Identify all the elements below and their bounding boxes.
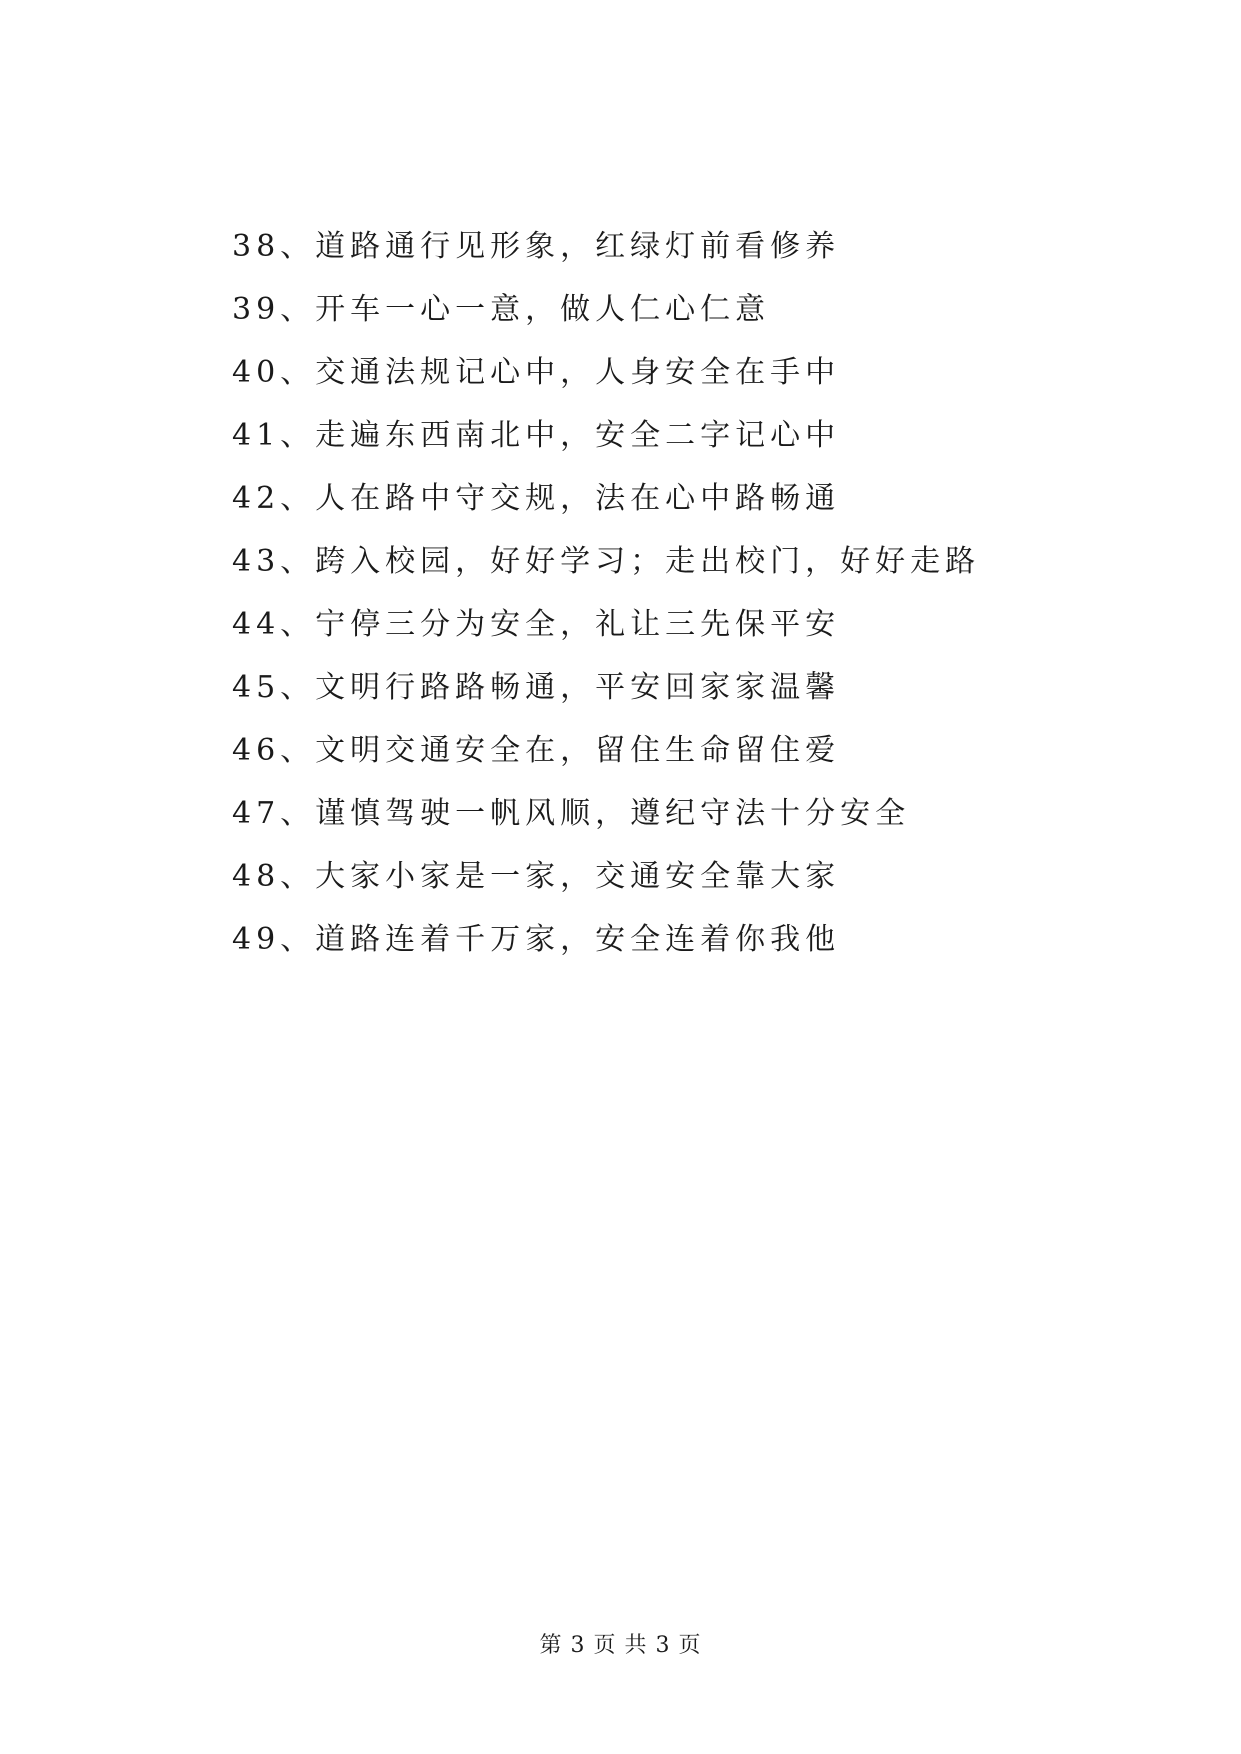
slogan-line [232, 670, 1132, 736]
slogan-line [232, 607, 1132, 673]
slogan-line [232, 481, 1132, 547]
slogan-text: 38、道路通行见形象，红绿灯前看修养 [232, 229, 841, 264]
page-footer [0, 1628, 1241, 1659]
slogan-text: 44、宁停三分为安全，礼让三先保平安 [232, 607, 841, 642]
slogan-text: 39、开车一心一意，做人仁心仁意 [232, 292, 771, 327]
slogan-line [232, 355, 1132, 421]
slogan-list [232, 229, 1132, 988]
page-number: 第 3 页 共 3 页 [539, 1633, 702, 1658]
slogan-line [232, 859, 1132, 925]
slogan-text: 48、大家小家是一家，交通安全靠大家 [232, 859, 841, 894]
slogan-line [232, 922, 1132, 988]
slogan-text: 41、走遍东西南北中，安全二字记心中 [232, 418, 841, 453]
slogan-text: 43、跨入校园，好好学习；走出校门，好好走路 [232, 544, 981, 579]
slogan-text: 47、谨慎驾驶一帆风顺，遵纪守法十分安全 [232, 796, 911, 831]
slogan-line [232, 796, 1132, 862]
slogan-text: 42、人在路中守交规，法在心中路畅通 [232, 481, 841, 516]
slogan-line [232, 292, 1132, 358]
slogan-line [232, 544, 1132, 610]
slogan-line [232, 229, 1132, 295]
slogan-line [232, 418, 1132, 484]
slogan-text: 45、文明行路路畅通，平安回家家温馨 [232, 670, 841, 705]
slogan-text: 49、道路连着千万家，安全连着你我他 [232, 922, 841, 957]
slogan-line [232, 733, 1132, 799]
slogan-text: 40、交通法规记心中，人身安全在手中 [232, 355, 841, 390]
slogan-text: 46、文明交通安全在，留住生命留住爱 [232, 733, 841, 768]
